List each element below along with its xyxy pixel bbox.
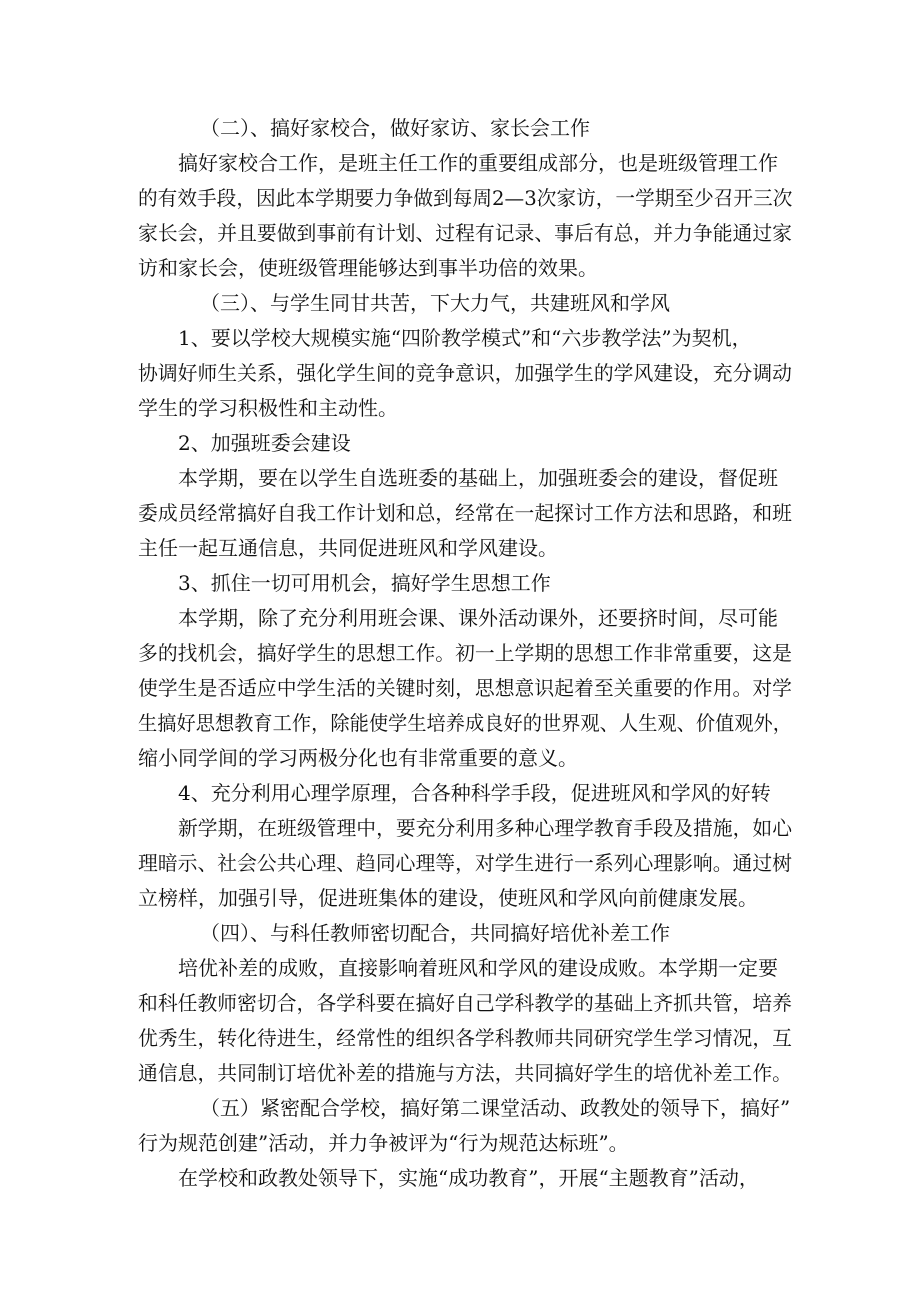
- paragraph-line: 生搞好思想教育工作，除能使学生培养成良好的世界观、人生观、价值观外，: [138, 711, 792, 735]
- paragraph-line: 缩小同学间的学习两极分化也有非常重要的意义。: [138, 746, 578, 770]
- paragraph-line: 使学生是否适应中学生活的关键时刻，思想意识起着至关重要的作用。对学: [138, 676, 792, 700]
- section-heading-3: （三）、与学生同甘共苦，下大力气，共建班风和学风: [200, 291, 670, 315]
- subheading-line: 1、要以学校大规模实施“四阶教学模式”和“六步教学法”为契机，: [178, 326, 752, 350]
- paragraph-line: 家长会，并且要做到事前有计划、过程有记录、事后有总，并力争能通过家: [138, 221, 792, 245]
- paragraph-line: 主任一起互通信息，共同促进班风和学风建设。: [138, 536, 558, 560]
- paragraph-line: 访和家长会，使班级管理能够达到事半功倍的效果。: [138, 256, 598, 280]
- subheading-line: 4、充分利用心理学原理，合各种科学手段，促进班风和学风的好转: [178, 781, 771, 805]
- subheading-line: 3、抓住一切可用机会，搞好学生思想工作: [178, 571, 551, 595]
- paragraph-line: 的有效手段，因此本学期要力争做到每周2—3次家访，一学期至少召开三次: [138, 186, 793, 210]
- paragraph-line: 行为规范创建”活动，并力争被评为“行为规范达标班”。: [138, 1131, 629, 1155]
- paragraph-line: 优秀生，转化待进生，经常性的组织各学科教师共同研究学生学习情况，互: [138, 1026, 792, 1050]
- section-heading-4: （四）、与科任教师密切配合，共同搞好培优补差工作: [200, 921, 670, 945]
- paragraph-line: 理暗示、社会公共心理、趋同心理等，对学生进行一系列心理影响。通过树: [138, 851, 792, 875]
- paragraph-line: 协调好师生关系，强化学生间的竞争意识，加强学生的学风建设，充分调动: [138, 361, 792, 385]
- paragraph-line: 新学期，在班级管理中，要充分利用多种心理学教育手段及措施，如心: [178, 816, 792, 840]
- paragraph-line: 本学期，要在以学生自选班委的基础上，加强班委会的建设，督促班: [178, 466, 778, 490]
- paragraph-line: 搞好家校合工作，是班主任工作的重要组成部分，也是班级管理工作: [178, 151, 778, 175]
- section-heading-2: （二）、搞好家校合，做好家访、家长会工作: [200, 116, 590, 140]
- subheading-line: 2、加强班委会建设: [178, 431, 351, 455]
- paragraph-line: 在学校和政教处领导下，实施“成功教育”，开展“主题教育”活动，: [178, 1166, 759, 1190]
- paragraph-line: 学生的学习积极性和主动性。: [138, 396, 398, 420]
- paragraph-line: 本学期，除了充分利用班会课、课外活动课外，还要挤时间，尽可能: [178, 606, 778, 630]
- paragraph-line: 和科任教师密切合，各学科要在搞好自己学科教学的基础上齐抓共管，培养: [138, 991, 792, 1015]
- paragraph-line: 委成员经常搞好自我工作计划和总，经常在一起探讨工作方法和思路，和班: [138, 501, 792, 525]
- section-heading-5: （五）紧密配合学校，搞好第二课堂活动、政教处的领导下，搞好”: [200, 1096, 791, 1120]
- paragraph-line: 多的找机会，搞好学生的思想工作。初一上学期的思想工作非常重要，这是: [138, 641, 792, 665]
- paragraph-line: 立榜样，加强引导，促进班集体的建设，使班风和学风向前健康发展。: [138, 886, 758, 910]
- paragraph-line: 培优补差的成败，直接影响着班风和学风的建设成败。本学期一定要: [178, 956, 778, 980]
- paragraph-line: 通信息，共同制订培优补差的措施与方法，共同搞好学生的培优补差工作。: [138, 1061, 792, 1085]
